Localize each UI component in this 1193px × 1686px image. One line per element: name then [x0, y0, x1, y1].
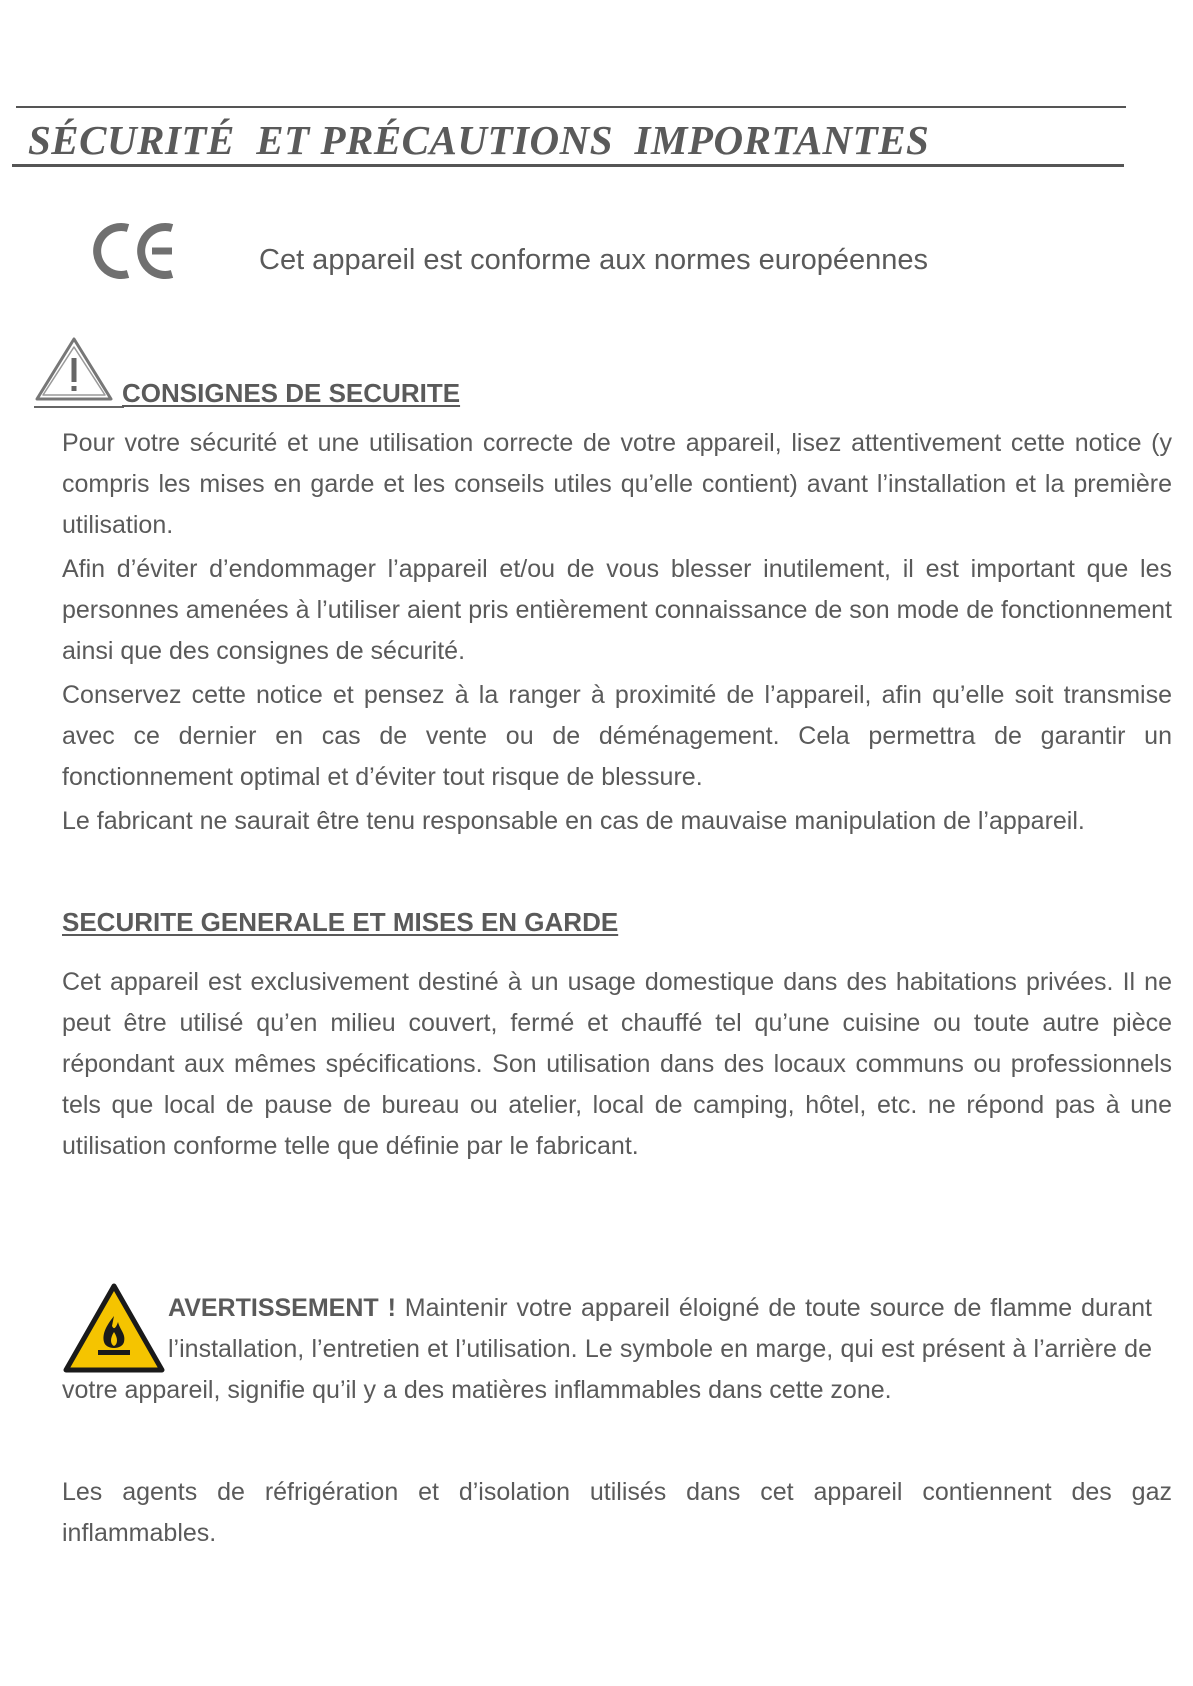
- general-safety-paragraph: Cet appareil est exclusivement destiné à un usage domestique dans des habitations privées. Il ne peut être utilisé qu’en milieu couvert, fermé et chauffé tel qu’une cuisine ou toute autre pièce répondant aux mêmes spécifications. Son utilisation dans des locaux communs ou professionnels tels que local de pause de bureau ou atelier, local de camping, hôtel, etc. ne répond pas à une utilisation conforme telle que définie par le fabricant.: [62, 968, 1172, 1160]
- heading-underline-extension: [34, 406, 124, 408]
- warning-label: AVERTISSEMENT !: [168, 1294, 396, 1322]
- page-title: SÉCURITÉ ET PRÉCAUTIONS IMPORTANTES: [28, 117, 930, 163]
- safety-paragraph-1: Pour votre sécurité et une utilisation correcte de votre appareil, lisez attentivement cette notice (y compris les mises en garde et les conseils utiles qu’elle contient) avant l’installation et la première utilisation.: [62, 429, 1172, 539]
- safety-instructions-heading: CONSIGNES DE SECURITE: [122, 378, 461, 408]
- general-safety-heading: SECURITE GENERALE ET MISES EN GARDE: [62, 907, 619, 937]
- ce-conformity-text: Cet appareil est conforme aux normes européennes: [259, 244, 928, 276]
- icon-indent: [62, 1288, 168, 1370]
- safety-paragraph-2: Afin d’éviter d’endommager l’appareil et/ou de vous blesser inutilement, il est important que les personnes amenées à l’utiliser aient pris entièrement connaissance de son mode de fonctionnement ainsi que des consignes de sécurité.: [62, 555, 1172, 665]
- title-top-rule: [16, 106, 1126, 108]
- safety-paragraph-4: Le fabricant ne saurait être tenu responsable en cas de mauvaise manipulation de l’appareil.: [62, 807, 1085, 835]
- safety-paragraph-3: Conservez cette notice et pensez à la ranger à proximité de l’appareil, afin qu’elle soit transmise avec ce dernier en cas de vente ou de déménagement. Cela permettra de garantir un fonctionnement optimal et d’éviter tout risque de blessure.: [62, 681, 1172, 791]
- warning-triangle-icon: [34, 336, 114, 402]
- flammable-warning-paragraph: [62, 1288, 1152, 1411]
- refrigerant-paragraph: Les agents de réfrigération et d’isolation utilisés dans cet appareil contiennent des gaz inflammables.: [62, 1478, 1172, 1547]
- ce-mark-icon: [92, 218, 178, 284]
- title-bottom-rule: [12, 164, 1124, 167]
- warning-text: Maintenir votre appareil éloigné de toute source de flamme durant l’installation, l’entretien et l’utilisation. Le symbole en marge, qui est présent à l’arrière de votre appareil, signifie qu’il y a des matières inflammables dans cette zone.: [62, 1294, 1152, 1404]
